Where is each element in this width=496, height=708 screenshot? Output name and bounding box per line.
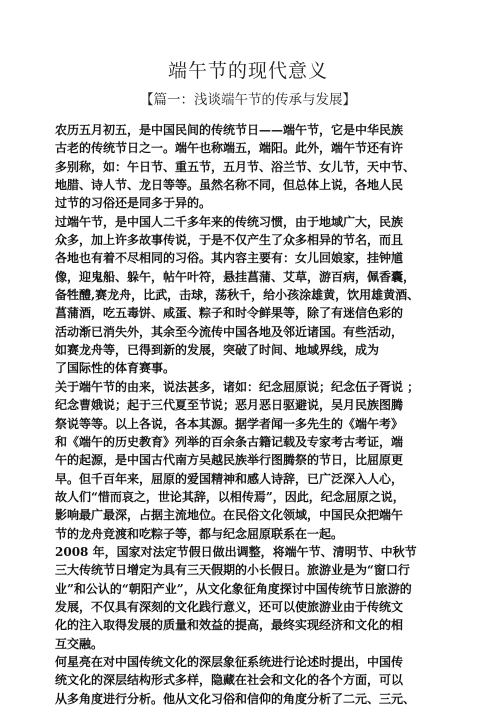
text-line: 了国际性的体育赛事。: [55, 361, 176, 376]
text-line: 从多角度进行分析。他从文化习俗和信仰的角度分析了二元、三元、: [55, 691, 416, 706]
text-line: 业”和公认的“朝阳产业”，从文化象征角度探讨中国传统节日旅游的: [55, 581, 412, 596]
body-text: [55, 121, 451, 708]
text-line: 众多，加上许多故事传说，于是不仅产生了众多相异的节名，而且: [55, 233, 404, 248]
text-line: 午的起源，是中国古代南方吴越民族举行图腾祭的节日，比屈原更: [55, 453, 404, 468]
text-line: 三大传统节日增定为具有三天假期的小长假日。旅游业是为“窗口行: [55, 563, 410, 578]
text-line: 像，迎鬼船、躲午，帖午叶符，悬挂菖蒲、艾草，游百病，佩香囊，: [55, 269, 416, 284]
text-line: 早。但千百年来，屈原的爱国精神和感人诗辞，已广泛深入人心，: [55, 471, 404, 486]
text-line: 备牲醴,赛龙舟，比武，击球，荡秋千，给小孩涂雄黄，饮用雄黄酒、: [55, 288, 420, 303]
text-line: 古老的传统节日之一。端午也称端五，端阳。此外，端午节还有许: [55, 141, 404, 156]
text-line: 多别称，如：午日节、重五节，五月节、浴兰节、女儿节，天中节、: [55, 159, 416, 174]
text-line: 地腊、诗人节、龙日等等。虽然名称不同，但总体上说，各地人民: [55, 178, 404, 193]
text-line: 何星亮在对中国传统文化的深层象征系统进行论述时提出，中国传: [55, 654, 404, 669]
text-line: 故人们“惜而哀之，世论其辞，以相传焉”，因此，纪念屈原之说，: [55, 489, 405, 504]
section-heading: 【篇一：浅谈端午节的传承与发展】: [140, 92, 356, 108]
text-line: 纪念曹娥说；起于三代夏至节说；恶月恶日驱避说，吴月民族图腾: [55, 398, 404, 413]
text-line: 过端午节，是中国人二千多年来的传统习惯，由于地域广大，民族: [55, 214, 404, 229]
text-line: 影响最广最深，占据主流地位。在民俗文化领域，中国民众把端午: [55, 508, 404, 523]
text-line: 化的注入取得发展的质量和效益的提高，最终实现经济和文化的相: [55, 618, 404, 633]
text-line: 统文化的深层结构形式多样，隐藏在社会和文化的各个方面，可以: [55, 673, 404, 688]
text-line: 发展，不仅具有深刻的文化践行意义，还可以使旅游业由于传统文: [55, 599, 404, 614]
text-line: 如赛龙舟等，已得到新的发展，突破了时间、地域界线，成为: [55, 343, 380, 358]
text-line: 农历五月初五，是中国民间的传统节日——端午节，它是中华民族: [55, 123, 404, 137]
text-line: 2008 年，国家对法定节假日做出调整，将端午节、清明节、中秋节: [55, 544, 417, 559]
text-line: 各地也有着不尽相同的习俗。其内容主要有：女儿回娘家，挂钟馗: [55, 251, 404, 266]
text-line: 关于端午节的由来，说法甚多，诸如：纪念屈原说；纪念伍子胥说 ；: [55, 379, 420, 394]
text-line: 互交融。: [55, 636, 104, 651]
text-line: 菖蒲酒，吃五毒饼、咸蛋、粽子和时令鲜果等，除了有迷信色彩的: [55, 306, 404, 321]
text-line: 祭说等等。以上各说，各本其源。据学者闻一多先生的《端午考》: [55, 416, 404, 431]
text-line: 和《端午的历史教育》列举的百余条古籍记载及专家考古考证，端: [55, 434, 404, 449]
page-title: 端午节的现代意义: [167, 60, 328, 82]
text-line: 活动渐已消失外，其余至今流传中国各地及邻近诸国。有些活动，: [55, 324, 404, 339]
text-line: 过节的习俗还是同多于异的。: [55, 196, 212, 211]
text-line: 节的龙舟竞渡和吃粽子等，都与纪念屈原联系在一起。: [55, 526, 344, 541]
